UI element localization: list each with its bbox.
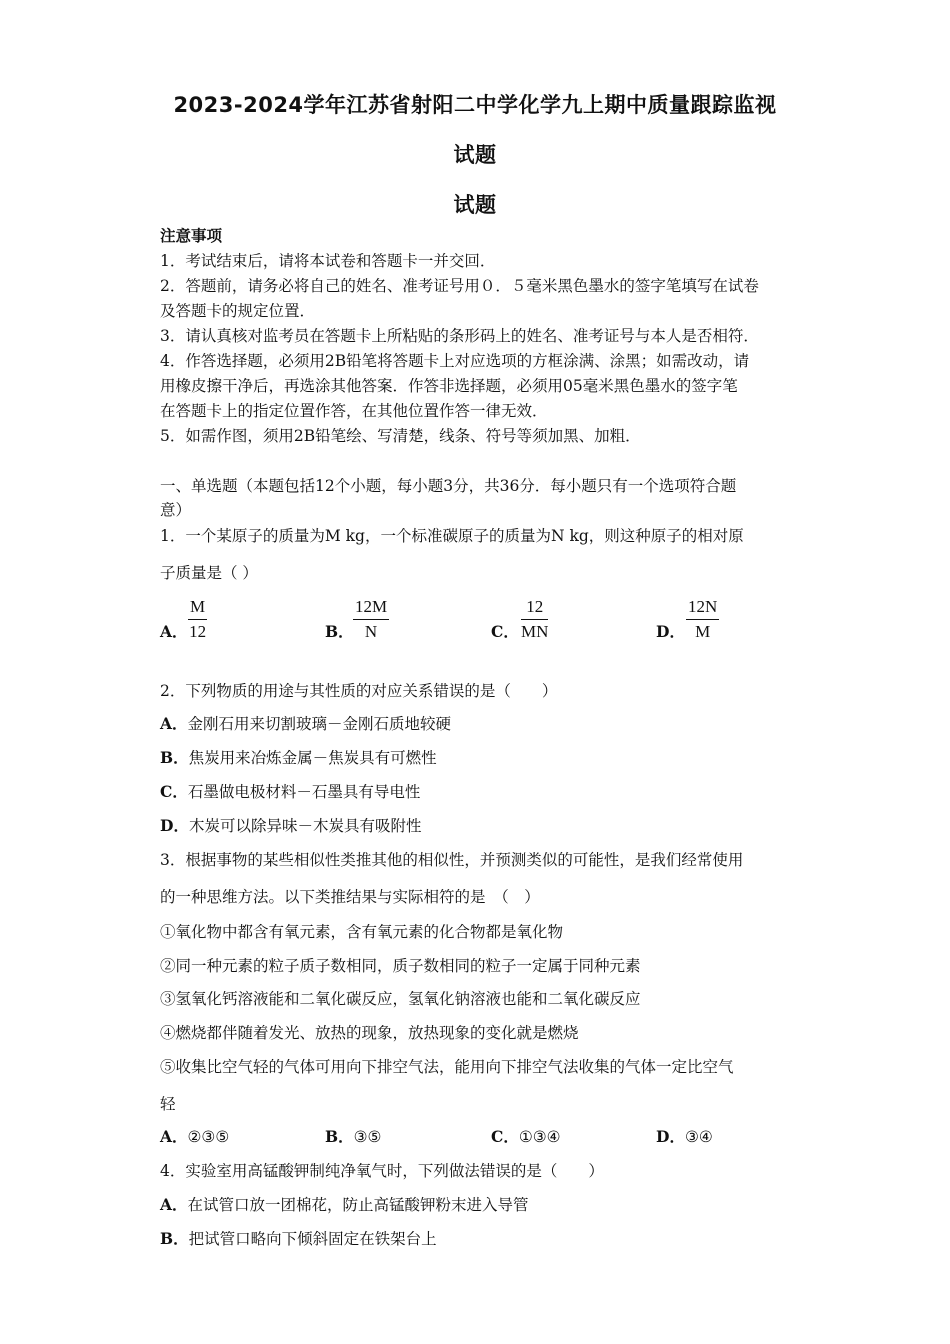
q2-option-a: A．金刚石用来切割玻璃－金刚石质地较硬	[160, 714, 452, 733]
q2-option-d: D．木炭可以除异味－木炭具有吸附性	[160, 816, 422, 835]
question-1-stem-cont: 子质量是（ ）	[160, 564, 258, 582]
q1-option-a-fraction: $\frac{M}{12}$	[189, 597, 207, 641]
q3-option-a: A．②③⑤	[160, 1127, 230, 1146]
notice-item: 5．如需作图，须用2B铅笔绘、写清楚，线条、符号等须加黑、加粗．	[160, 427, 641, 445]
q1-option-c-fraction: $\frac{12}{MN}$	[521, 597, 549, 641]
notice-item: 4．作答选择题，必须用2B铅笔将答题卡上对应选项的方框涂满、涂黑；如需改动，请	[160, 352, 750, 370]
question-3-stem: 3．根据事物的某些相似性类推其他的相似性，并预测类似的可能性，是我们经常使用	[160, 851, 744, 869]
q1-option-a-label: A．	[160, 622, 188, 641]
section-heading-cont: 意）	[160, 501, 192, 519]
notice-heading: 注意事项	[160, 226, 223, 245]
exam-title-line2: 试题	[453, 143, 497, 167]
notice-item: 用橡皮擦干净后，再选涂其他答案．作答非选择题，必须用05毫米黑色墨水的签字笔	[160, 377, 738, 395]
q2-option-b: B．焦炭用来冶炼金属－焦炭具有可燃性	[160, 748, 437, 767]
q2-option-c: C．石墨做电极材料－石墨具有导电性	[160, 782, 421, 801]
q3-option-d: D．③④	[656, 1127, 713, 1146]
question-1-stem: 1．一个某原子的质量为M kg，一个标准碳原子的质量为N kg，则这种原子的相对原	[160, 527, 744, 545]
q1-option-b-fraction: $\frac{12M}{N}$	[355, 597, 388, 641]
notice-item: 在答题卡上的指定位置作答，在其他位置作答一律无效．	[160, 402, 548, 420]
q3-option-b: B．③⑤	[325, 1127, 382, 1146]
q3-statement: ①氧化物中都含有氧元素，含有氧元素的化合物都是氧化物	[160, 923, 564, 941]
section-heading: 一、单选题（本题包括12个小题，每小题3分，共36分．每小题只有一个选项符合题	[160, 477, 737, 495]
q1-option-c-label: C．	[491, 622, 519, 641]
q3-statement: ④燃烧都伴随着发光、放热的现象，放热现象的变化就是燃烧	[160, 1024, 579, 1042]
q3-statement: ⑤收集比空气轻的气体可用向下排空气法，能用向下排空气法收集的气体一定比空气	[160, 1058, 734, 1076]
notice-item: 1．考试结束后，请将本试卷和答题卡一并交回．	[160, 252, 496, 270]
notice-item: 3．请认真核对监考员在答题卡上所粘贴的条形码上的姓名、准考证号与本人是否相符．	[160, 327, 759, 345]
q3-option-c: C．①③④	[491, 1127, 561, 1146]
q3-statement-cont: 轻	[160, 1095, 176, 1113]
notice-item: 2．答题前，请务必将自己的姓名、准考证号用０．５毫米黑色墨水的签字笔填写在试卷	[160, 277, 759, 295]
q3-statement: ③氢氧化钙溶液能和二氧化碳反应，氢氧化钠溶液也能和二氧化碳反应	[160, 990, 641, 1008]
q4-option-a: A．在试管口放一团棉花，防止高锰酸钾粉末进入导管	[160, 1195, 529, 1214]
question-3-stem-cont: 的一种思维方法。以下类推结果与实际相符的是 （ ）	[160, 888, 540, 906]
exam-title-line3: 试题	[453, 193, 497, 217]
q3-statement: ②同一种元素的粒子质子数相同，质子数相同的粒子一定属于同种元素	[160, 957, 641, 975]
notice-item: 及答题卡的规定位置．	[160, 302, 316, 320]
q1-option-b-label: B．	[325, 622, 354, 641]
question-2-stem: 2．下列物质的用途与其性质的对应关系错误的是（ ）	[160, 682, 558, 700]
q1-option-d-fraction: $\frac{12N}{M}$	[688, 597, 718, 641]
q1-option-d-label: D．	[656, 622, 685, 641]
exam-title-line1: 2023-2024学年江苏省射阳二中学化学九上期中质量跟踪监视	[173, 93, 777, 117]
question-4-stem: 4．实验室用高锰酸钾制纯净氧气时，下列做法错误的是（ ）	[160, 1162, 604, 1180]
q4-option-b: B．把试管口略向下倾斜固定在铁架台上	[160, 1229, 437, 1248]
